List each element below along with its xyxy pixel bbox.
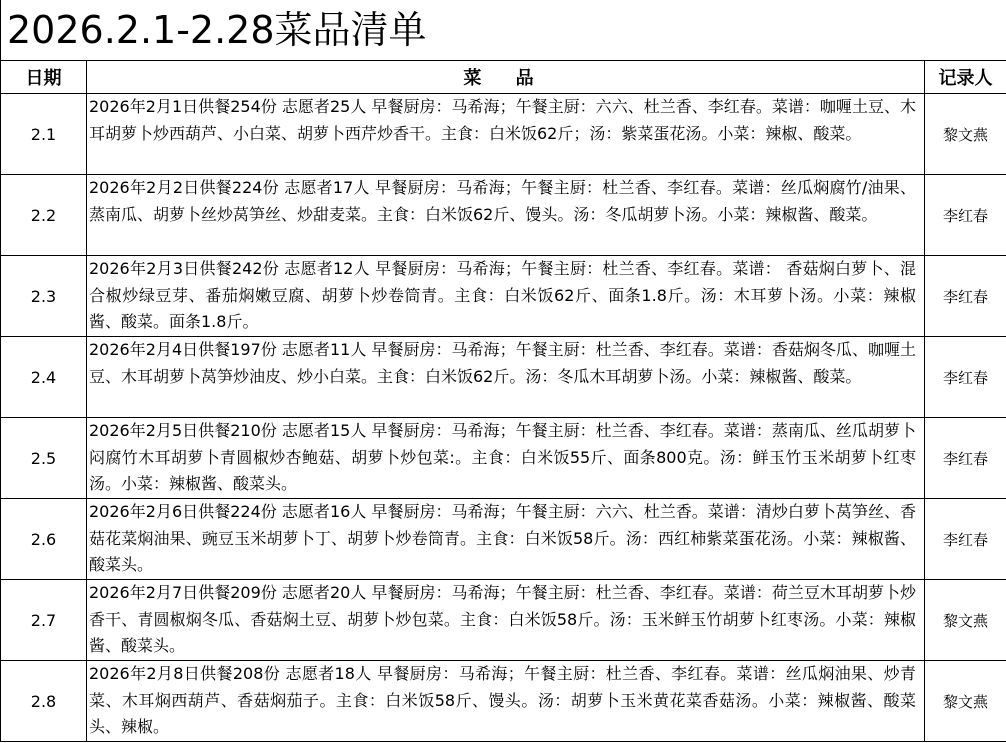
table-row bbox=[1, 499, 1006, 580]
date-cell: 2.7 bbox=[1, 580, 87, 661]
date-cell: 2.5 bbox=[1, 418, 87, 499]
recorder-cell: 黎文燕 bbox=[925, 580, 1006, 661]
menu-cell: 2026年2月1日供餐254份 志愿者25人 早餐厨房：马希海；午餐主厨：六六、杜兰香、李红春。菜谱：咖喱土豆、木耳胡萝卜炒西葫芦、小白菜、胡萝卜西芹炒香干。主食：白米饭62斤；汤：紫菜蛋花汤。小菜：辣椒、酸菜。 bbox=[87, 94, 925, 175]
table-row bbox=[1, 94, 1006, 175]
date-cell: 2.4 bbox=[1, 337, 87, 418]
table-row bbox=[1, 418, 1006, 499]
recorder-cell: 李红春 bbox=[925, 499, 1006, 580]
menu-cell: 2026年2月5日供餐210份 志愿者15人 早餐厨房：马希海；午餐主厨：杜兰香、李红春。菜谱：蒸南瓜、丝瓜胡萝卜闷腐竹木耳胡萝卜青圆椒炒杏鲍菇、胡萝卜炒包菜:。主食：白米饭55斤、面条800克。汤：鲜玉竹玉米胡萝卜红枣汤。小菜：辣椒酱、酸菜头。 bbox=[87, 418, 925, 499]
menu-table bbox=[0, 60, 1006, 742]
table-row bbox=[1, 337, 1006, 418]
table-row bbox=[1, 175, 1006, 256]
recorder-cell: 李红春 bbox=[925, 175, 1006, 256]
menu-cell: 2026年2月7日供餐209份 志愿者20人 早餐厨房：马希海；午餐主厨：杜兰香、李红春。菜谱：荷兰豆木耳胡萝卜炒香干、青圆椒焖冬瓜、香菇焖土豆、胡萝卜炒包菜。主食：白米饭58斤。汤：玉米鲜玉竹胡萝卜红枣汤。小菜：辣椒酱、酸菜头。 bbox=[87, 580, 925, 661]
menu-cell: 2026年2月2日供餐224份 志愿者17人 早餐厨房：马希海；午餐主厨：杜兰香、李红春。菜谱：丝瓜焖腐竹/油果、蒸南瓜、胡萝卜丝炒莴笋丝、炒甜麦菜。主食：白米饭62斤、馒头。汤：冬瓜胡萝卜汤。小菜：辣椒酱、酸菜。 bbox=[87, 175, 925, 256]
date-cell: 2.3 bbox=[1, 256, 87, 337]
table-row bbox=[1, 661, 1006, 742]
column-header-date: 日期 bbox=[1, 61, 87, 94]
date-cell: 2.1 bbox=[1, 94, 87, 175]
recorder-cell: 李红春 bbox=[925, 337, 1006, 418]
page-title: 2026.2.1-2.28菜品清单 bbox=[0, 0, 1006, 60]
date-cell: 2.6 bbox=[1, 499, 87, 580]
table-row bbox=[1, 580, 1006, 661]
table-header-row bbox=[1, 61, 1006, 94]
recorder-cell: 黎文燕 bbox=[925, 661, 1006, 742]
recorder-cell: 黎文燕 bbox=[925, 94, 1006, 175]
menu-cell: 2026年2月3日供餐242份 志愿者12人 早餐厨房：马希海；午餐主厨：杜兰香、李红春。菜谱： 香菇焖白萝卜、混合椒炒绿豆芽、番茄焖嫩豆腐、胡萝卜炒卷筒青。主食：白米饭62斤、面条1.8斤。汤：木耳萝卜汤。小菜：辣椒酱、酸菜。面条1.8斤。 bbox=[87, 256, 925, 337]
column-header-recorder: 记录人 bbox=[925, 61, 1006, 94]
column-header-menu: 菜 品 bbox=[87, 61, 925, 94]
menu-cell: 2026年2月8日供餐208份 志愿者18人 早餐厨房：马希海；午餐主厨：杜兰香、李红春。菜谱：丝瓜焖油果、炒青菜、木耳焖西葫芦、香菇焖茄子。主食：白米饭58斤、馒头。汤：胡萝卜玉米黄花菜香菇汤。小菜：辣椒酱、酸菜头、辣椒。 bbox=[87, 661, 925, 742]
recorder-cell: 李红春 bbox=[925, 418, 1006, 499]
menu-cell: 2026年2月6日供餐224份 志愿者16人 早餐厨房：马希海；午餐主厨：六六、杜兰香。菜谱：清炒白萝卜莴笋丝、香菇花菜焖油果、豌豆玉米胡萝卜丁、胡萝卜炒卷筒青。主食：白米饭58斤。汤：西红柿紫菜蛋花汤。小菜：辣椒酱、酸菜头。 bbox=[87, 499, 925, 580]
recorder-cell: 李红春 bbox=[925, 256, 1006, 337]
menu-cell: 2026年2月4日供餐197份 志愿者11人 早餐厨房：马希海；午餐主厨：杜兰香、李红春。菜谱：香菇焖冬瓜、咖喱土豆、木耳胡萝卜莴笋炒油皮、炒小白菜。主食：白米饭62斤。汤：冬瓜木耳胡萝卜汤。小菜：辣椒酱、酸菜。 bbox=[87, 337, 925, 418]
table-row bbox=[1, 256, 1006, 337]
date-cell: 2.8 bbox=[1, 661, 87, 742]
date-cell: 2.2 bbox=[1, 175, 87, 256]
